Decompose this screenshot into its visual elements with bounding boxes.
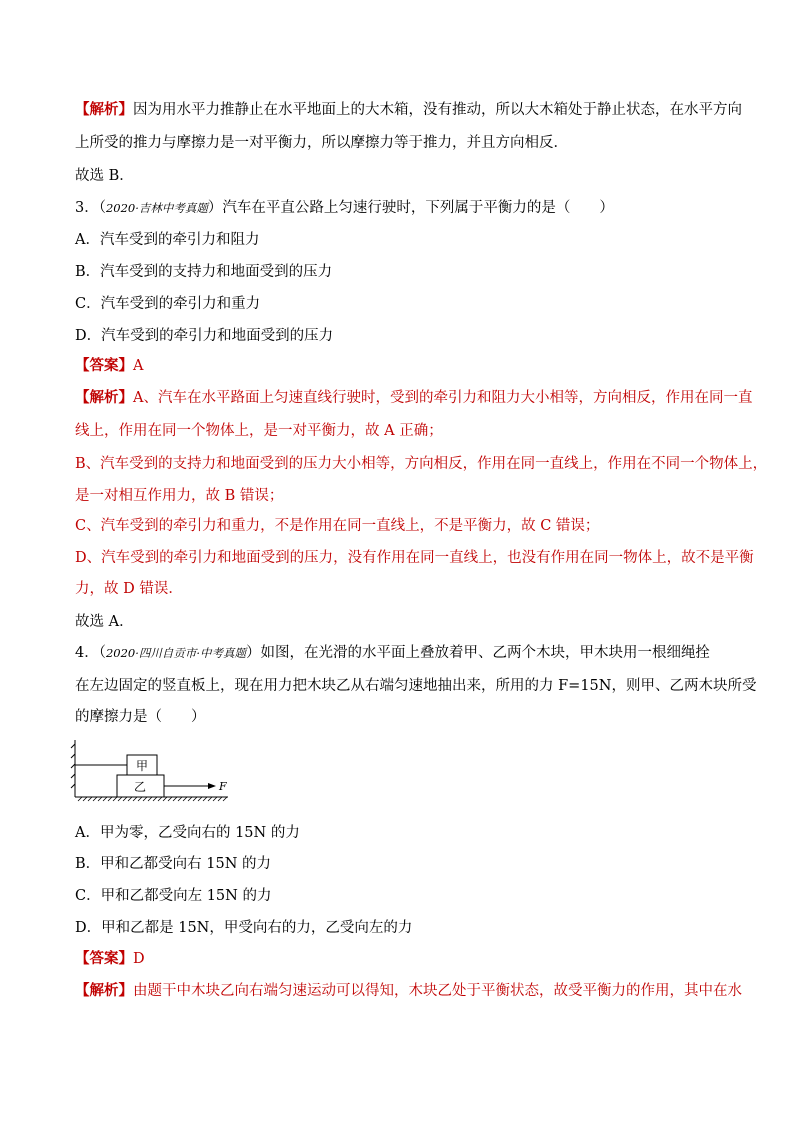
ground-hatch-mark xyxy=(108,797,112,801)
ground-hatch-mark xyxy=(78,797,82,801)
q3-source: 2020·吉林中考真题 xyxy=(105,201,208,215)
q3-analysis-text-1: A、汽车在水平路面上匀速直线行驶时，受到的牵引力和阻力大小相等，方向相反，作用在同一直 xyxy=(133,390,753,406)
q4-source: 2020·四川自贡市·中考真题 xyxy=(105,646,247,660)
ground-hatch-mark xyxy=(98,797,102,801)
ground-hatch-mark xyxy=(128,797,132,801)
q4-stem-line-2: 在左边固定的竖直板上，现在用力把木块乙从右端匀速地抽出来，所用的力 F=15N，则甲、乙两木块所受 xyxy=(75,678,757,694)
ground-hatch-mark xyxy=(183,797,187,801)
wall-hatch xyxy=(71,764,75,768)
q3-analysis-line-1 xyxy=(75,388,752,408)
ground-hatch-mark xyxy=(208,797,212,801)
ground-hatch-mark xyxy=(148,797,152,801)
q4-stem-line-1 xyxy=(75,643,710,663)
ground-hatch-mark xyxy=(213,797,217,801)
friction-diagram xyxy=(70,738,240,804)
ground-hatch-mark xyxy=(158,797,162,801)
ground-hatch-mark xyxy=(88,797,92,801)
wall-hatch xyxy=(71,744,75,748)
q4-option-c: C．甲和乙都受向左 15N 的力 xyxy=(75,888,272,904)
ground-hatch-mark xyxy=(93,797,97,801)
q3-analysis-line-3: B、汽车受到的支持力和地面受到的压力大小相等，方向相反，作用在同一直线上，作用在不同一个物体上， xyxy=(75,456,768,472)
q3-choose: 故选 A． xyxy=(75,614,134,630)
q4-analysis-text-1: 由题干中木块乙向右端匀速运动可以得知，木块乙处于平衡状态，故受平衡力的作用，其中在水 xyxy=(133,983,742,999)
q3-answer-value: A xyxy=(133,358,144,374)
q3-number: 3．（ xyxy=(75,200,106,216)
q3-analysis-line-6: D、汽车受到的牵引力和地面受到的压力，没有作用在同一直线上，也没有作用在同一物体上，故不是平衡 xyxy=(75,550,754,566)
force-arrowhead xyxy=(208,783,216,789)
ground-hatch-mark xyxy=(123,797,127,801)
ground-hatch-mark xyxy=(143,797,147,801)
ground-hatch-mark xyxy=(203,797,207,801)
q3-analysis-line-7: 力，故 D 错误． xyxy=(75,581,183,597)
q3-analysis-line-2: 线上，作用在同一个物体上，是一对平衡力，故 A 正确； xyxy=(75,423,443,439)
ground-hatch-mark xyxy=(168,797,172,801)
q4-stem-text-1: ）如图，在光滑的水平面上叠放着甲、乙两个木块，甲木块用一根细绳拴 xyxy=(246,645,711,661)
q4-answer xyxy=(75,949,145,969)
q3-option-b: B．汽车受到的支持力和地面受到的压力 xyxy=(75,264,333,280)
q2-analysis-line-2: 上所受的推力与摩擦力是一对平衡力，所以摩擦力等于推力，并且方向相反． xyxy=(75,135,568,151)
analysis-tag: 【解析】 xyxy=(75,389,133,406)
wall-hatch xyxy=(71,774,75,778)
ground-hatch-mark xyxy=(118,797,122,801)
block-jia-label: 甲 xyxy=(135,759,149,773)
block-yi-label: 乙 xyxy=(133,780,147,794)
q3-answer xyxy=(75,356,143,376)
q2-analysis-line-1 xyxy=(75,100,742,120)
wall-hatch xyxy=(71,784,75,788)
q3-option-a: A．汽车受到的牵引力和阻力 xyxy=(75,232,260,248)
wall-hatch xyxy=(71,754,75,758)
analysis-tag: 【解析】 xyxy=(75,101,133,118)
q2-analysis-text-1: 因为用水平力推静止在水平地面上的大木箱，没有推动，所以大木箱处于静止状态，在水平方向 xyxy=(133,102,742,118)
ground-hatch-mark xyxy=(163,797,167,801)
ground-hatch xyxy=(78,797,227,801)
q3-analysis-line-5: C、汽车受到的牵引力和重力，不是作用在同一直线上，不是平衡力，故 C 错误； xyxy=(75,518,600,534)
ground-hatch-mark xyxy=(138,797,142,801)
ground-hatch-mark xyxy=(178,797,182,801)
q4-option-d: D．甲和乙都是 15N，甲受向右的力，乙受向左的力 xyxy=(75,920,413,936)
answer-tag: 【答案】 xyxy=(75,950,133,967)
q3-option-c: C．汽车受到的牵引力和重力 xyxy=(75,296,261,312)
ground-hatch-mark xyxy=(113,797,117,801)
q3-stem xyxy=(75,198,614,218)
q4-option-b: B．甲和乙都受向右 15N 的力 xyxy=(75,856,272,872)
ground-hatch-mark xyxy=(153,797,157,801)
force-label: F xyxy=(219,780,227,793)
q3-stem-text: ）汽车在平直公路上匀速行驶时，下列属于平衡力的是（ ） xyxy=(207,200,614,216)
q2-choose: 故选 B． xyxy=(75,168,134,184)
q4-number: 4．（ xyxy=(75,645,106,661)
q4-stem-line-3: 的摩擦力是（ ） xyxy=(75,709,206,725)
q4-option-a: A．甲为零，乙受向右的 15N 的力 xyxy=(75,825,300,841)
ground-hatch-mark xyxy=(133,797,137,801)
q3-option-d: D．汽车受到的牵引力和地面受到的压力 xyxy=(75,328,334,344)
ground-hatch-mark xyxy=(198,797,202,801)
ground-hatch-mark xyxy=(193,797,197,801)
ground-hatch-mark xyxy=(103,797,107,801)
analysis-tag: 【解析】 xyxy=(75,982,133,999)
ground-hatch-mark xyxy=(218,797,222,801)
ground-hatch-mark xyxy=(223,797,227,801)
q4-answer-value: D xyxy=(133,951,145,967)
ground-hatch-mark xyxy=(188,797,192,801)
ground-hatch-mark xyxy=(173,797,177,801)
answer-tag: 【答案】 xyxy=(75,357,133,374)
q3-analysis-line-4: 是一对相互作用力，故 B 错误； xyxy=(75,488,284,504)
q4-analysis-line-1 xyxy=(75,981,742,1001)
ground-hatch-mark xyxy=(83,797,87,801)
